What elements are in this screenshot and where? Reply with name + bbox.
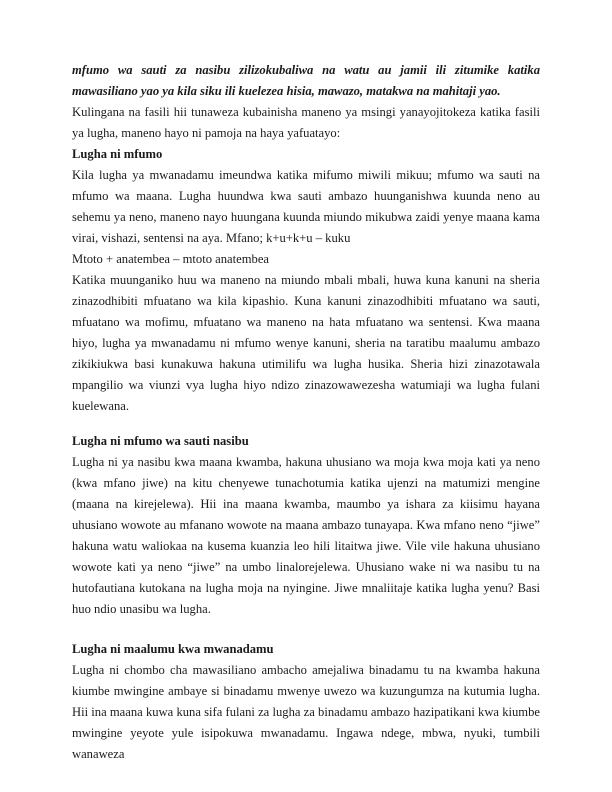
paragraph-intro: Kulingana na fasili hii tunaweza kubainisha maneno ya msingi yanayojitokeza katika fasili ya lugha, maneno hayo ni pamoja na haya yafuatayo:: [72, 105, 540, 140]
section-heading-lugha-ni-mfumo: Lugha ni mfumo: [72, 147, 163, 161]
paragraph-nasibu: Lugha ni ya nasibu kwa maana kwamba, hakuna uhusiano wa moja kwa moja kati ya neno (kwa mfano jiwe) na kitu chenyewe tunachotumia katika ujenzi na matumizi mengine (maana na kirejelewa). Hii ina maana kwamba, maumbo ya ishara za kiisimu hayana uhusiano wowote au mfanano wowote na maana ambazo tunayapa. Kwa mfano neno “jiwe” hakuna watu waliokaa na kusema kuanzia leo hili litaitwa jiwe. Vile vile hakuna uhusiano wowote kati ya neno “jiwe” na umbo linalorejelewa. Uhusiano wake ni wa nasibu tu na hutofautiana kutokana na lugha moja na nyingine. Jiwe mnaliitaje katika lugha yenu? Basi huo ndio unasibu wa lugha.: [72, 455, 540, 616]
paragraph-kanuni-na-sheria: Katika muunganiko huu wa maneno na miundo mbali mbali, huwa kuna kanuni na sheria zinazodhibiti mfuatano wa kila kipashio. Kuna kanuni zinazodhibiti mfuatano wa sauti, mfuatano wa mofimu, mfuatano wa maneno na hata mfuatano wa sentensi. Kwa maana hiyo, lugha ya mwanadamu ni mfumo wenye kanuni, sheria na taratibu maalumu ambazo zikikiukwa basi kunakuwa hakuna utimilifu wa lugha husika. Sheria hizi zinazotawala mpangilio wa viunzi vya lugha hiyo ndizo zinazowawezesha watumiaji wa lugha fulani kuelewana.: [72, 273, 540, 413]
paragraph-continuation: mfumo wa sauti za nasibu zilizokubaliwa na watu au jamii ili zitumike katika mawasiliano yao ya kila siku ili kuelezea hisia, mawazo, matakwa na mahitaji yao.: [72, 63, 540, 98]
paragraph-chombo-cha-mawasiliano: Lugha ni chombo cha mawasiliano ambacho amejaliwa binadamu tu na kwamba hakuna kiumbe mwingine ambaye si binadamu mwenye uwezo wa kuzungumza na kutumia lugha. Hii ina maana kuwa kuna sifa fulani za lugha za binadamu ambazo hazipatikani kwa kiumbe mwingine yeyote yule isipokuwa mwanadamu. Ingawa ndege, mbwa, nyuki, tumbili wanaweza: [72, 663, 540, 761]
paragraph-example-mtoto: Mtoto + anatembea – mtoto anatembea: [72, 252, 269, 266]
section-heading-maalumu-kwa-mwanadamu: Lugha ni maalumu kwa mwanadamu: [72, 642, 274, 656]
section-heading-sauti-nasibu: Lugha ni mfumo wa sauti nasibu: [72, 434, 249, 448]
paragraph-mifumo-miwili: Kila lugha ya mwanadamu imeundwa katika mifumo miwili mikuu; mfumo wa sauti na mfumo wa maana. Lugha huundwa kwa sauti ambazo huunganishwa kuunda neno au sehemu ya neno, maneno nayo huungana kuunda miundo mikubwa zaidi yenye maana kama virai, vishazi, sentensi na aya. Mfano; k+u+k+u – kuku: [72, 168, 540, 245]
